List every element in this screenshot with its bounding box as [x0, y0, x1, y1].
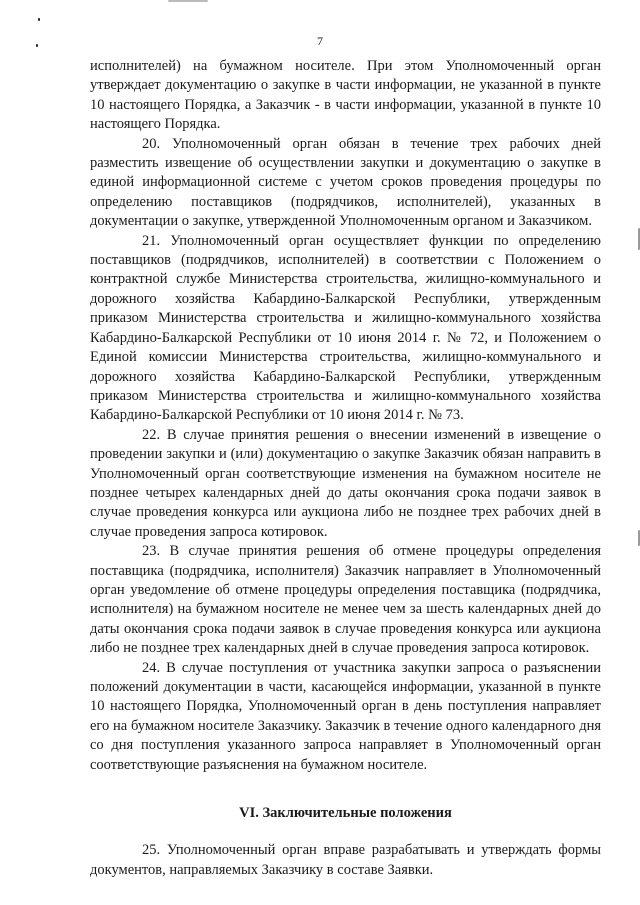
page-number: 7	[317, 34, 323, 48]
paragraph-20: 20. Уполномоченный орган обязан в течение трех рабочих дней разместить извещение об осуществлении закупки и документацию о закупке в единой информационной системе с учетом сроков проведения процедуры по определению поставщиков (подрядчиков, исполнителей), указанных в документации о закупке, утвержденной Уполномоченным органом и Заказчиком.	[90, 135, 601, 230]
paragraph-23: 23. В случае принятия решения об отмене процедуры определения поставщика (подрядчика, исполнителя) Заказчик направляет в Уполномоченный орган уведомление об отмене процедуры определения поставщика (подрядчика, исполнителя) на бумажном носителе не менее чем за шесть календарных дней до даты окончания срока подачи заявок в случае проведения конкурса или аукциона либо не позднее трех календарных дней в случае проведения запроса котировок.	[90, 543, 601, 657]
document-body	[90, 57, 601, 880]
paragraph-24: 24. В случае поступления от участника закупки запроса о разъяснении положений документации в части, касающейся информации, указанной в пункте 10 настоящего Порядка, Уполномоченный орган в день поступления направляет его на бумажном носителе Заказчику. Заказчик в течение одного календарного дня со дня поступления указанного запроса направляет в Уполномоченный орган соответствующие разъяснения на бумажном носителе.	[90, 659, 601, 773]
paragraph-21: 21. Уполномоченный орган осуществляет функции по определению поставщиков (подрядчиков, исполнителей) в соответствии с Положением о контрактной службе Министерства строительства, жилищно-коммунального и дорожного хозяйства Кабардино-Балкарской Республики, утвержденным приказом Министерства строительства и жилищно-коммунального хозяйства Кабардино-Балкарской Республики от 10 июня 2014 г. № 72, и Положением о Единой комиссии Министерства строительства, жилищно-коммунального и дорожного хозяйства Кабардино-Балкарской Республики, утвержденным приказом Министерства строительства и жилищно-коммунального хозяйства Кабардино-Балкарской Республики от 10 июня 2014 г. № 73.	[90, 232, 601, 424]
paragraph-continuation: исполнителей) на бумажном носителе. При этом Уполномоченный орган утверждает документацию о закупке в части информации, не указанной в пункте 10 настоящего Порядка, а Заказчик - в части информации, указанной в пункте 10 настоящего Порядка.	[90, 58, 601, 133]
paragraph-25: 25. Уполномоченный орган вправе разрабатывать и утверждать формы документов, направляемых Заказчику в составе Заявки.	[90, 842, 601, 878]
scan-artifact	[38, 18, 40, 21]
section-heading: VI. Заключительные положения	[239, 805, 452, 822]
scan-artifact	[168, 0, 208, 2]
paragraph-22: 22. В случае принятия решения о внесении изменений в извещение о проведении закупки и (или) документацию о закупке Заказчик обязан направить в Уполномоченный орган соответствующие изменения на бумажном носителе не позднее четырех календарных дней до даты окончания срока подачи заявок в случае проведения конкурса или аукциона либо не позднее трех рабочих дней в случае проведения запроса котировок.	[90, 426, 601, 540]
